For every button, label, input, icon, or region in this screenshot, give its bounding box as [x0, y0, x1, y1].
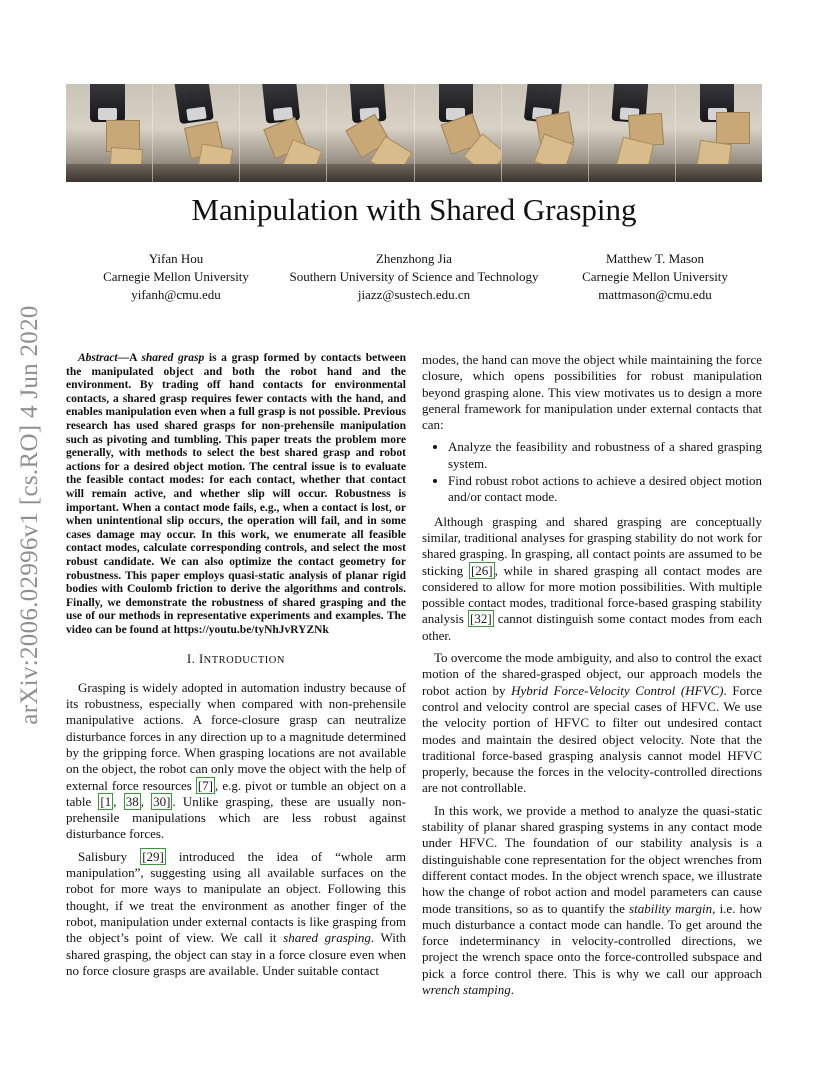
- section-heading: I. INTRODUCTION: [187, 652, 285, 667]
- author-email: jiazz@sustech.edu.cn: [357, 287, 471, 302]
- author-block: [86, 250, 266, 304]
- teaser-frame: [153, 84, 240, 182]
- author-email: yifanh@cmu.edu: [131, 287, 221, 302]
- paragraph: In this work, we provide a method to analyze the quasi-static stability of planar shared grasping systems in any contact mode under HFVC. The foundation of our stability analysis is a distinguishable cone representation for the object wrenches from different contact modes. In the object wrench space, we illustrate how the change of robot action and model parameters can cause mode transitions, so as to quantify the stability margin, i.e. how much disturbance a contact mode can handle. To get around the force indeterminancy in velocity-controlled directions, we project the wrench space onto the force-controlled subspace and pick a force control there. This is why we call our approach wrench stamping.: [422, 802, 762, 997]
- teaser-figure: [66, 84, 762, 182]
- contribution-list: [422, 439, 762, 505]
- teaser-frame: [589, 84, 676, 182]
- abstract: Abstract—A shared grasp is a grasp formed by contacts between the manipulated object and both the robot hand and the environment. By trading off hand contacts for environmental contacts, a shared grasp requires fewer contacts with the hand, and enables manipulation even when a full grasp is not possible. Previous research has used shared grasps for non-prehensile manipulation such as pivoting and tumbling. This paper treats the problem more generally, with methods to select the best shared grasp and robot actions for a desired object motion. The central issue is to evaluate the feasible contact modes: for each contact, whether that contact will remain active, and whether slip will occur. Robustness is important. When a contact mode fails, e.g., when a contact is lost, or when unintentional slip occurs, the operation will fail, and in some cases damage may occur. In this work, we enumerate all feasible contact modes, calculate corresponding controls, and select the most robust candidate. We can also optimize the contact geometry for robustness. This paper employs quasi-static analysis of planar rigid bodies with Coulomb friction to derive the algorithms and controls. Finally, we demonstrate the robustness of shared grasping and the use of our methods in representative experiments and examples. The video can be found at https://youtu.be/tyNhJvRYZNk: [66, 352, 406, 636]
- author-affiliation: Carnegie Mellon University: [103, 269, 249, 284]
- citation-link[interactable]: [32]: [469, 611, 492, 627]
- author-affiliation: Southern University of Science and Technology: [289, 269, 539, 284]
- citation-link[interactable]: 30]: [153, 793, 171, 809]
- citation-link[interactable]: [7]: [197, 777, 214, 793]
- author-name: Matthew T. Mason: [605, 251, 705, 266]
- paragraph: modes, the hand can move the object while maintaining the force closure, which opens possibilities for robust manipulation beyond grasping alone. This view motivates us to design a more general framework for manipulation under external contacts that can:: [422, 352, 762, 433]
- list-item: • Find robust robot actions to achieve a desired object motion and/or contact mode.: [448, 473, 762, 506]
- citation-link[interactable]: [29]: [142, 848, 164, 864]
- paragraph: Grasping is widely adopted in automation industry because of its robustness, especially when compared with non-prehensile manipulative actions. A force-closure grasp can neutralize disturbance forces in any direction up to a magnitude determined by the gripping force. When grasping locations are not available on the object, the robot can only move the object with the help of external force resources [7] , e.g. pivot or tumble an object on a table [1 , 38 , 30] . Unlike grasping, these are usually non-prehensile manipulations which are less robust against disturbance forces.: [66, 679, 407, 842]
- right-column: [422, 352, 762, 1004]
- author-name: Zhenzhong Jia: [375, 251, 453, 266]
- teaser-frame: [327, 84, 414, 182]
- teaser-frame: [415, 84, 502, 182]
- author-email: mattmason@cmu.edu: [598, 287, 712, 302]
- left-column: [66, 352, 406, 985]
- teaser-frame: [240, 84, 327, 182]
- citation-link[interactable]: [26]: [470, 562, 493, 578]
- paragraph: To overcome the mode ambiguity, and also to control the exact motion of the shared-grasped object, our approach models the robot action by Hybrid Force-Velocity Control (HFVC). Force control and velocity control are special cases of HFVC. We use the velocity portion of HFVC to filter out undesired contact modes and maintain the desired object velocity. Note that the traditional force-based grasping analysis cannot model HFVC properly, because the forces in the velocity-controlled directions are not controllable.: [422, 650, 762, 796]
- teaser-frame: [66, 84, 153, 182]
- author-affiliation: Carnegie Mellon University: [582, 269, 728, 284]
- paragraph: Salisbury [29] introduced the idea of “whole arm manipulation”, suggesting using all available surfaces on the robot for more ways to manipulate an object. Following this thought, if we treat the environment as another finger of the robot, manipulation under external contacts is like grasping from the object’s point of view. We call it shared grasping. With shared grasping, the object can stay in a force closure even when no force closure grasps are available. Under suitable contact: [66, 848, 407, 978]
- teaser-frame: [502, 84, 589, 182]
- paper-title: Manipulation with Shared Grasping: [191, 192, 637, 227]
- author-block: [560, 250, 750, 304]
- citation-link[interactable]: 38: [125, 793, 139, 809]
- paragraph: Although grasping and shared grasping are conceptually similar, traditional analyses for grasping stability do not work for shared grasping. In grasping, all contact points are assumed to be sticking [26] , while in shared grasping all contact modes are considered to allow for more motion possibilities. With multiple possible contact modes, traditional force-based grasping stability analysis [32] cannot distinguish some contact modes from each other.: [422, 513, 762, 643]
- author-block: [264, 250, 564, 304]
- citation-link[interactable]: [1: [100, 793, 112, 809]
- author-name: Yifan Hou: [148, 251, 204, 266]
- teaser-frame: [676, 84, 762, 182]
- arxiv-identifier: arXiv:2006.02996v1 [cs.RO] 4 Jun 2020: [16, 305, 43, 725]
- list-item: • Analyze the feasibility and robustness of a shared grasping system.: [448, 439, 762, 472]
